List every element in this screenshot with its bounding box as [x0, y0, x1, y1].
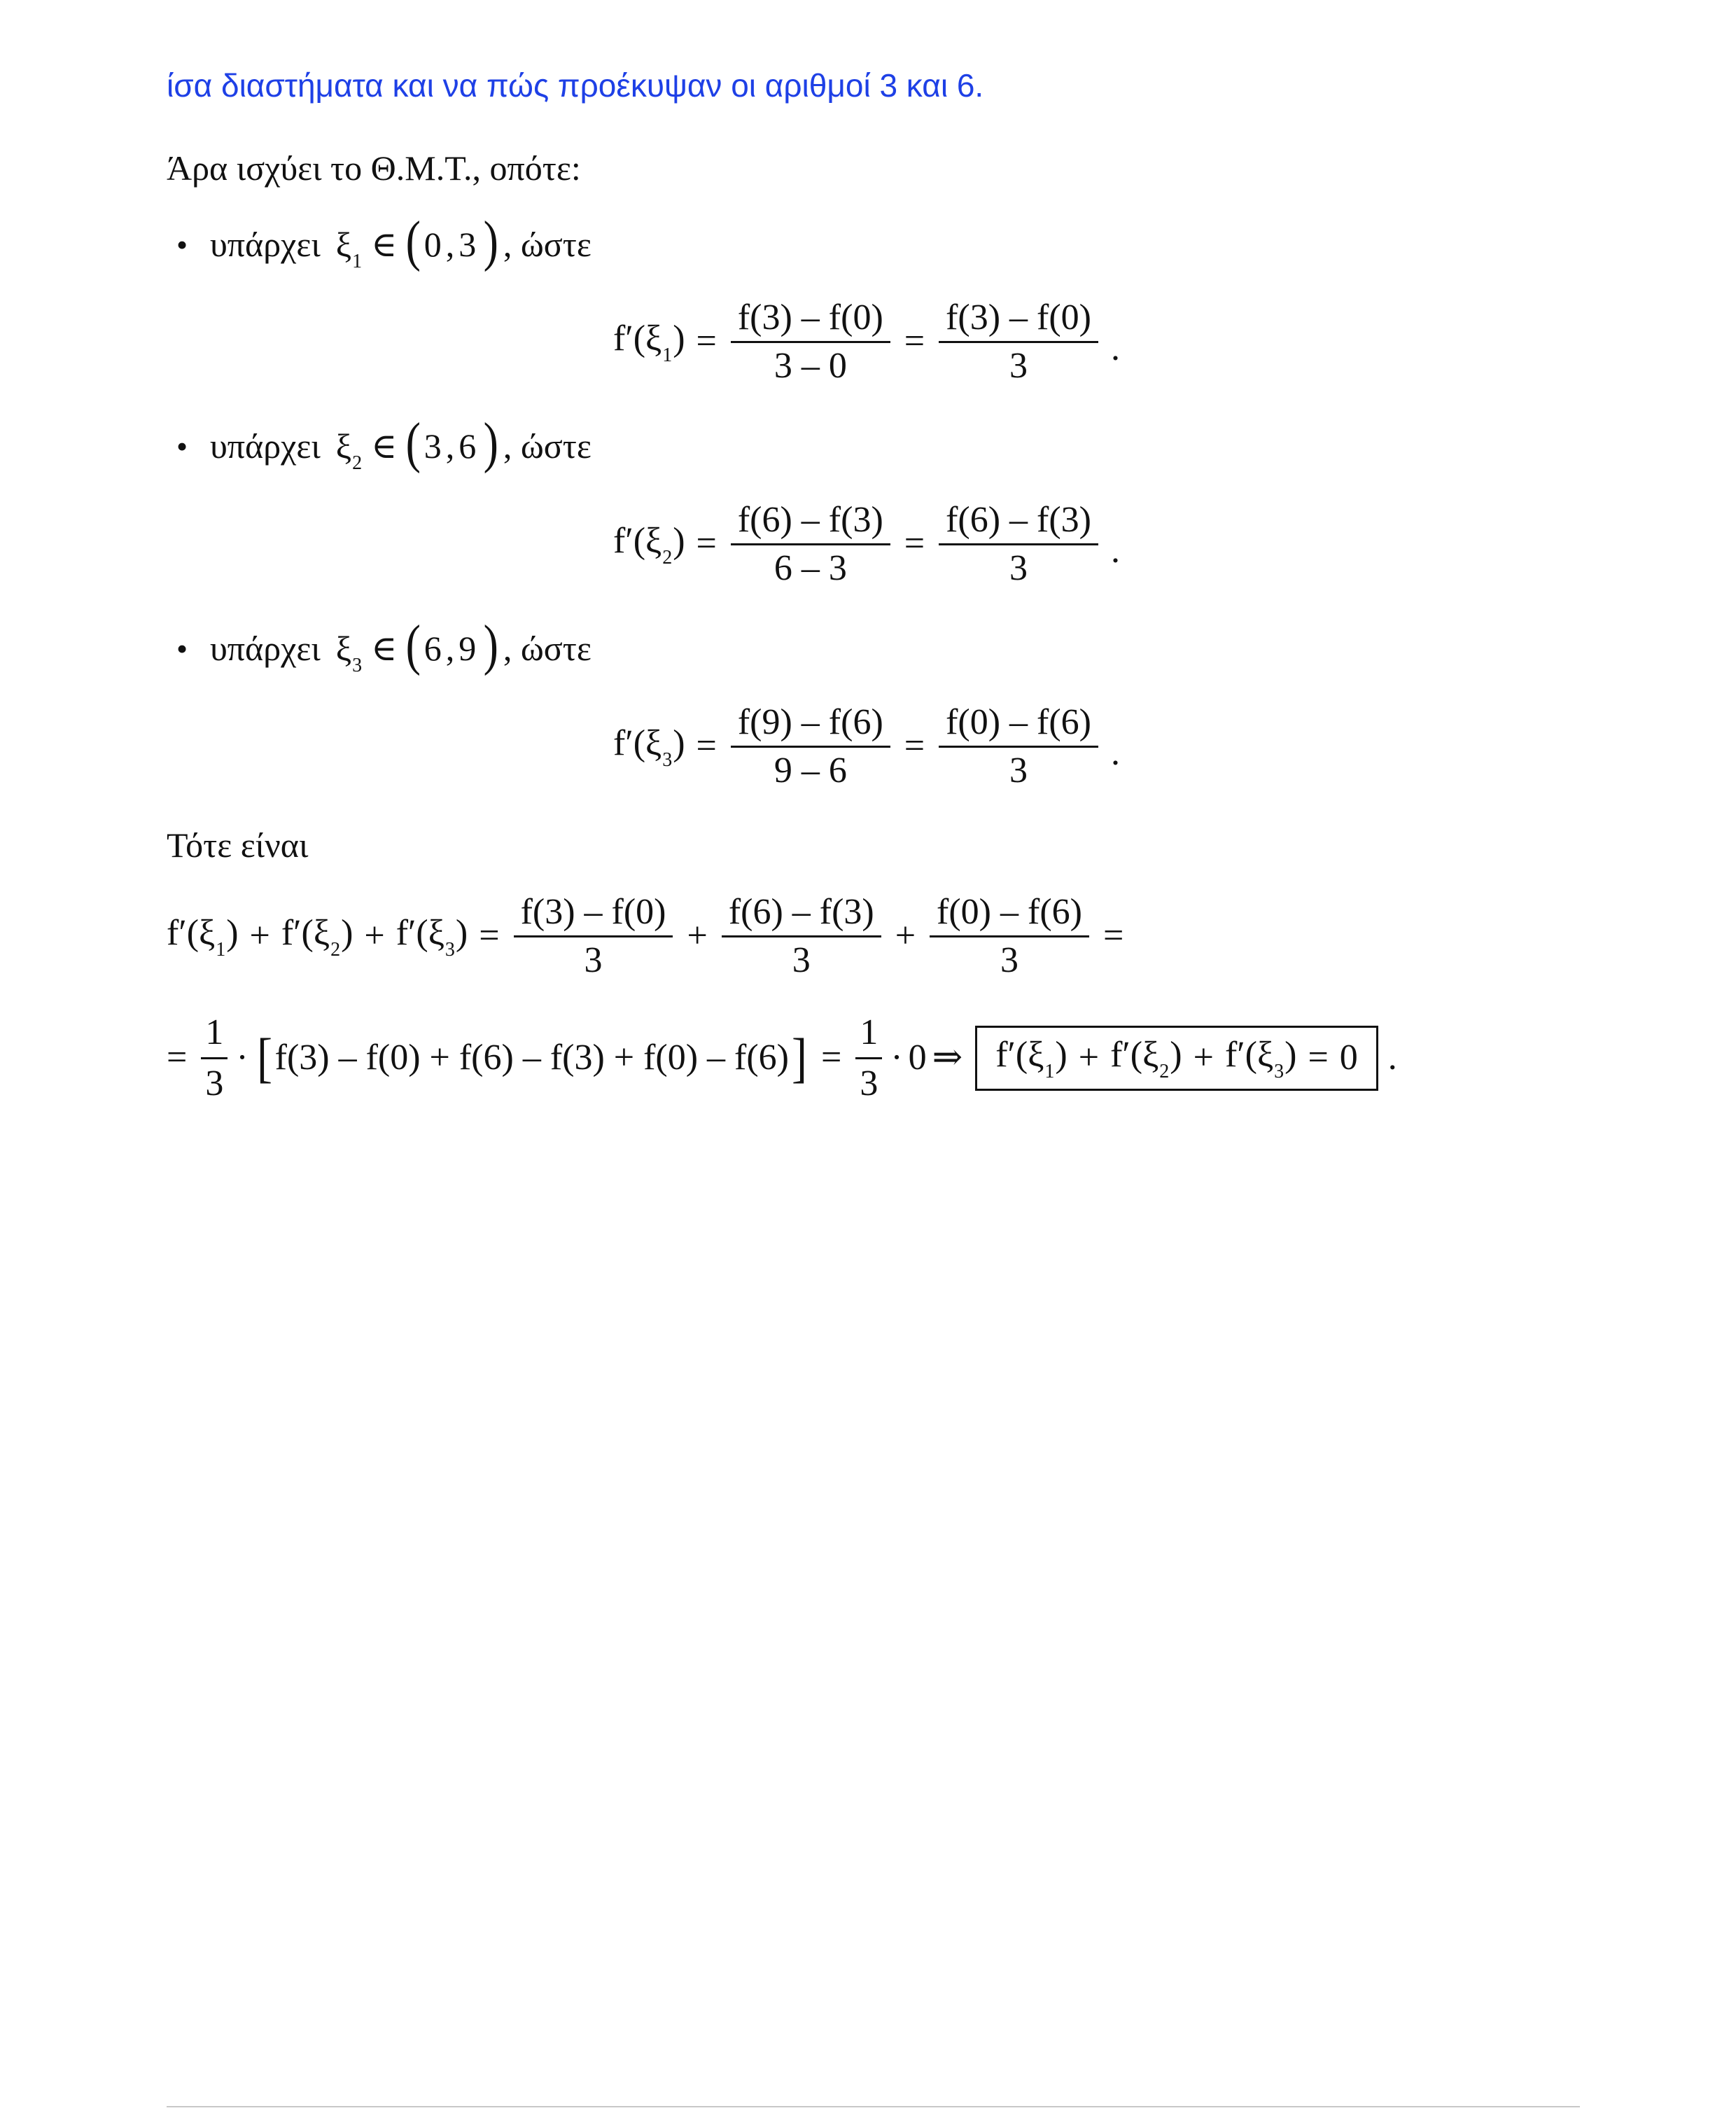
derivative-head: f′(ξ	[1110, 1035, 1159, 1075]
interval-bounds: 6,9	[424, 629, 481, 668]
derivative-term	[995, 1034, 1068, 1082]
one-third-fraction	[201, 1008, 227, 1108]
derivative-subscript: 3	[1274, 1061, 1284, 1082]
mvt-formula-2	[613, 491, 1120, 597]
fraction-denominator: 3	[205, 1063, 224, 1103]
zero-value: 0	[908, 1038, 927, 1078]
sum-equation	[167, 884, 1135, 989]
derivative-term	[1110, 1034, 1182, 1082]
bullet-label: υπάρχει	[210, 225, 321, 264]
final-equation	[167, 1005, 1397, 1110]
element-of-symbol: ∈	[371, 225, 398, 264]
derivative-close: )	[226, 913, 239, 953]
interval-open-paren: (	[405, 412, 421, 474]
fraction-denominator: 3	[1009, 345, 1028, 386]
xi-subscript: 2	[352, 452, 363, 474]
xi-subscript: 1	[352, 251, 363, 272]
fraction	[722, 889, 881, 984]
fraction-numerator: f(6) – f(3)	[946, 499, 1091, 540]
formula-period: .	[1111, 328, 1120, 368]
then-text: Τότε είναι	[167, 825, 309, 865]
equals-sign: =	[696, 321, 717, 361]
interval-bounds: 3,6	[424, 426, 481, 466]
derivative-head: f′(ξ	[613, 319, 662, 358]
derivative-term	[1225, 1034, 1297, 1082]
derivative-close: )	[673, 521, 685, 561]
bullet-item-2	[176, 414, 592, 477]
formula-period: .	[1111, 531, 1120, 571]
one-third-fraction	[855, 1008, 882, 1108]
derivative-head: f′(ξ	[995, 1035, 1044, 1075]
fraction	[731, 699, 890, 794]
header-note: ίσα διαστήματα και να πώς προέκυψαν οι αριθμοί 3 και 6.	[167, 67, 984, 104]
fraction	[731, 497, 890, 592]
derivative-term	[613, 520, 685, 568]
equals-sign: =	[904, 524, 925, 564]
derivative-close: )	[673, 723, 685, 763]
fraction-numerator: f(3) – f(0)	[737, 297, 883, 337]
equals-sign: =	[820, 1038, 842, 1078]
bullet-tail: , ώστε	[503, 225, 592, 264]
fraction	[939, 699, 1098, 794]
fraction-numerator: f(0) – f(6)	[946, 702, 1091, 742]
derivative-head: f′(ξ	[1224, 1035, 1274, 1075]
derivative-head: f′(ξ	[396, 913, 444, 953]
interval-close-paren: )	[483, 412, 499, 474]
derivative-close: )	[1170, 1035, 1182, 1075]
intro-text: Άρα ισχύει το Θ.Μ.Τ., οπότε:	[167, 148, 581, 188]
derivative-subscript: 2	[1159, 1061, 1170, 1082]
multiplication-dot: ·	[890, 1038, 903, 1078]
fraction	[939, 497, 1098, 592]
element-of-symbol: ∈	[371, 629, 398, 668]
implies-arrow: ⇒	[932, 1038, 963, 1078]
derivative-term	[613, 318, 685, 365]
fraction	[939, 295, 1098, 389]
derivative-subscript: 1	[1044, 1061, 1055, 1082]
derivative-close: )	[341, 913, 354, 953]
derivative-term	[281, 912, 354, 960]
plus-sign: +	[1078, 1038, 1100, 1078]
derivative-subscript: 3	[662, 749, 673, 771]
fraction-denominator: 3 – 0	[774, 345, 847, 386]
bullet-marker: •	[176, 226, 188, 263]
equals-sign: =	[904, 321, 925, 361]
bullet-label: υπάρχει	[210, 629, 321, 668]
fraction-numerator: 1	[860, 1012, 878, 1052]
fraction-denominator: 3	[860, 1063, 878, 1103]
plus-sign: +	[249, 916, 270, 956]
formula-period: .	[1111, 733, 1120, 773]
fraction-numerator: f(6) – f(3)	[737, 499, 883, 540]
equals-sign: =	[696, 726, 717, 766]
xi-letter: ξ	[335, 426, 352, 466]
bullet-marker: •	[176, 630, 188, 667]
fraction-numerator: f(6) – f(3)	[728, 891, 874, 932]
plus-sign: +	[687, 916, 708, 956]
derivative-subscript: 2	[662, 547, 673, 569]
bullet-tail: , ώστε	[503, 426, 592, 466]
bullet-marker: •	[176, 428, 188, 464]
derivative-close: )	[1055, 1035, 1068, 1075]
interval-open-paren: (	[405, 211, 421, 272]
fraction-denominator: 3	[1009, 548, 1028, 588]
fraction-denominator: 3	[1009, 750, 1028, 790]
derivative-subscript: 1	[216, 939, 226, 961]
mvt-formula-1	[613, 289, 1120, 394]
derivative-head: f′(ξ	[167, 913, 216, 953]
derivative-close: )	[455, 913, 468, 953]
bullet-item-3	[176, 617, 592, 680]
fraction-denominator: 3	[584, 940, 603, 980]
derivative-subscript: 1	[662, 344, 673, 366]
xi-letter: ξ	[335, 629, 352, 668]
interval-open-paren: (	[405, 615, 421, 676]
fraction-numerator: f(3) – f(0)	[946, 297, 1091, 337]
derivative-term	[396, 912, 468, 960]
fraction-numerator: f(9) – f(6)	[737, 702, 883, 742]
bullet-item-1	[176, 213, 592, 276]
derivative-term	[167, 912, 239, 960]
plus-sign: +	[364, 916, 385, 956]
equals-sign: =	[479, 916, 500, 956]
interval-close-paren: )	[483, 615, 499, 676]
bullet-tail: , ώστε	[503, 629, 592, 668]
derivative-subscript: 3	[444, 939, 455, 961]
fraction-numerator: 1	[205, 1012, 224, 1052]
bullet-label: υπάρχει	[210, 426, 321, 466]
mvt-formula-3	[613, 694, 1120, 799]
equals-sign: =	[1308, 1038, 1329, 1078]
fraction-denominator: 9 – 6	[774, 750, 847, 790]
derivative-close: )	[673, 319, 685, 358]
xi-symbol	[335, 628, 363, 676]
open-bracket: [	[256, 1027, 272, 1088]
plus-sign: +	[895, 916, 916, 956]
derivative-head: f′(ξ	[613, 723, 662, 763]
fraction-numerator: f(3) – f(0)	[520, 891, 666, 932]
boxed-result	[975, 1026, 1378, 1091]
xi-subscript: 3	[352, 655, 363, 676]
fraction-denominator: 3	[792, 940, 811, 980]
element-of-symbol: ∈	[371, 426, 398, 466]
interval-bounds: 0,3	[424, 225, 481, 264]
derivative-subscript: 2	[330, 939, 341, 961]
plus-sign: +	[1193, 1038, 1214, 1078]
footer-rule	[167, 2106, 1580, 2107]
derivative-head: f′(ξ	[281, 913, 330, 953]
equals-sign: =	[1102, 916, 1124, 956]
fraction	[731, 295, 890, 389]
close-bracket: ]	[791, 1027, 808, 1088]
xi-symbol	[335, 224, 363, 272]
fraction-denominator: 6 – 3	[774, 548, 847, 588]
interval-close-paren: )	[483, 211, 499, 272]
derivative-head: f′(ξ	[613, 521, 662, 561]
final-period: .	[1387, 1038, 1397, 1078]
fraction	[930, 889, 1089, 984]
equals-sign: =	[167, 1038, 188, 1078]
fraction-denominator: 3	[1000, 940, 1018, 980]
xi-letter: ξ	[335, 225, 352, 264]
fraction	[514, 889, 673, 984]
derivative-term	[613, 723, 685, 770]
derivative-close: )	[1284, 1035, 1297, 1075]
bracket-content: f(3) – f(0) + f(6) – f(3) + f(0) – f(6)	[274, 1038, 789, 1078]
multiplication-dot: ·	[236, 1038, 248, 1078]
boxed-rhs: 0	[1339, 1038, 1358, 1078]
fraction-numerator: f(0) – f(6)	[937, 891, 1082, 932]
equals-sign: =	[904, 726, 925, 766]
equals-sign: =	[696, 524, 717, 564]
xi-symbol	[335, 426, 363, 474]
